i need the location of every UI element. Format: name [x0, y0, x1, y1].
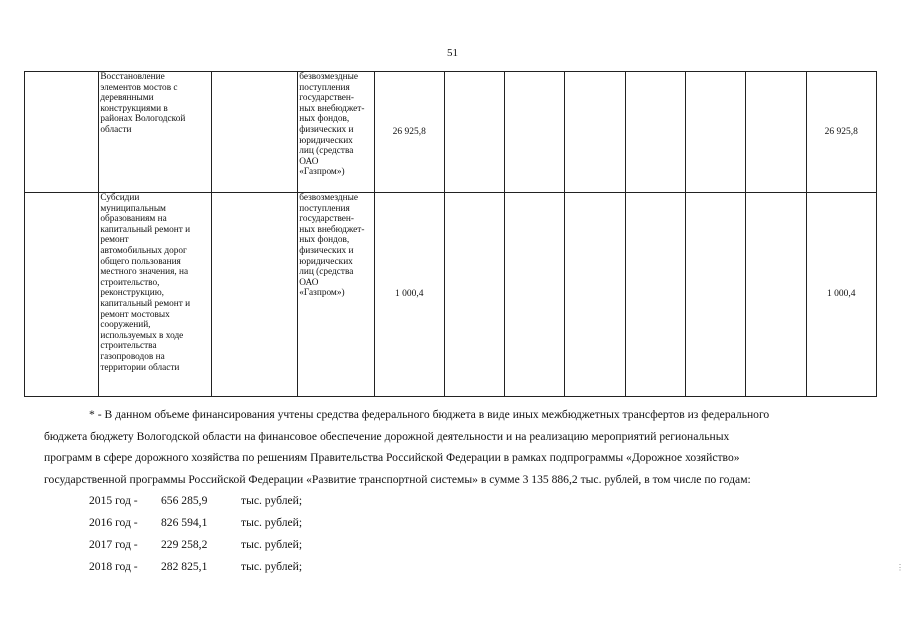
table-cell-empty: [686, 193, 746, 397]
table-cell-empty: [625, 72, 685, 193]
table-cell-amount: 26 925,8: [374, 72, 444, 193]
scan-mark: ⋮: [896, 563, 904, 572]
table-row: [25, 72, 877, 193]
year-breakdown: [89, 490, 361, 578]
year-label: 2015 год -: [89, 494, 138, 507]
table-cell-empty: [565, 193, 625, 397]
table-cell-total: 1 000,4: [806, 193, 876, 397]
table-cell-amount: 1 000,4: [374, 193, 444, 397]
footnote-line: программ в сфере дорожного хозяйства по решениям Правительства Российской Федерации в рамках подпрограммы «Дорожное хозяйство»: [44, 451, 740, 464]
table-cell-empty: [444, 72, 504, 193]
year-amount: 229 258,2: [161, 538, 208, 551]
table-cell-source: безвозмездные поступления государствен- ных внебюджет- ных фондов, физических и юридических лиц (средства ОАО «Газпром»): [298, 193, 374, 397]
table-cell-empty: [211, 193, 297, 397]
year-label: 2018 год -: [89, 560, 138, 573]
table-cell-empty: [746, 193, 806, 397]
table-cell-source: безвозмездные поступления государствен- ных внебюджет- ных фондов, физических и юридических лиц (средства ОАО «Газпром»): [298, 72, 374, 193]
table-cell-measure: Субсидии муниципальным образованиям на капитальный ремонт и ремонт автомобильных дорог общего пользования местного значения, на строительство, реконструкцию, капитальный ремонт и ремонт мостовых сооружений, используемых в ходе строительства газопроводов на территории области: [99, 193, 212, 397]
year-row: [89, 534, 361, 556]
table-cell-empty: [505, 193, 565, 397]
table-cell-measure: Восстановление элементов мостов с деревянными конструкциями в районах Вологодской области: [99, 72, 212, 193]
table-cell-empty: [444, 193, 504, 397]
year-unit: тыс. рублей;: [241, 538, 303, 551]
table-cell-empty: [25, 193, 99, 397]
table-cell-empty: [565, 72, 625, 193]
page-number: 51: [447, 47, 458, 59]
financing-table: [24, 71, 877, 397]
footnote-line: бюджета бюджету Вологодской области на финансовое обеспечение дорожной деятельности и на реализацию мероприятий региональных: [44, 429, 730, 443]
table-cell-total: 26 925,8: [806, 72, 876, 193]
footnote: [44, 404, 855, 490]
table-cell-empty: [211, 72, 297, 193]
footnote-line: * - В данном объеме финансирования учтены средства федерального бюджета в виде иных межбюджетных трансфертов из федерального: [89, 408, 770, 421]
year-amount: 826 594,1: [161, 516, 208, 529]
year-row: [89, 490, 361, 512]
year-row: [89, 512, 361, 534]
year-label: 2017 год -: [89, 538, 138, 551]
table-cell-empty: [25, 72, 99, 193]
year-unit: тыс. рублей;: [241, 560, 303, 573]
year-amount: 656 285,9: [161, 494, 208, 507]
year-unit: тыс. рублей;: [241, 516, 303, 529]
table-row: [25, 193, 877, 397]
year-row: [89, 556, 361, 578]
table-cell-empty: [746, 72, 806, 193]
table-cell-empty: [686, 72, 746, 193]
year-unit: тыс. рублей;: [241, 494, 303, 507]
footnote-line: государственной программы Российской Федерации «Развитие транспортной системы» в сумме 3 135 886,2 тыс. рублей, в том числе по годам:: [44, 472, 751, 486]
table-cell-empty: [505, 72, 565, 193]
year-label: 2016 год -: [89, 516, 138, 529]
year-amount: 282 825,1: [161, 560, 208, 573]
table-cell-empty: [625, 193, 685, 397]
